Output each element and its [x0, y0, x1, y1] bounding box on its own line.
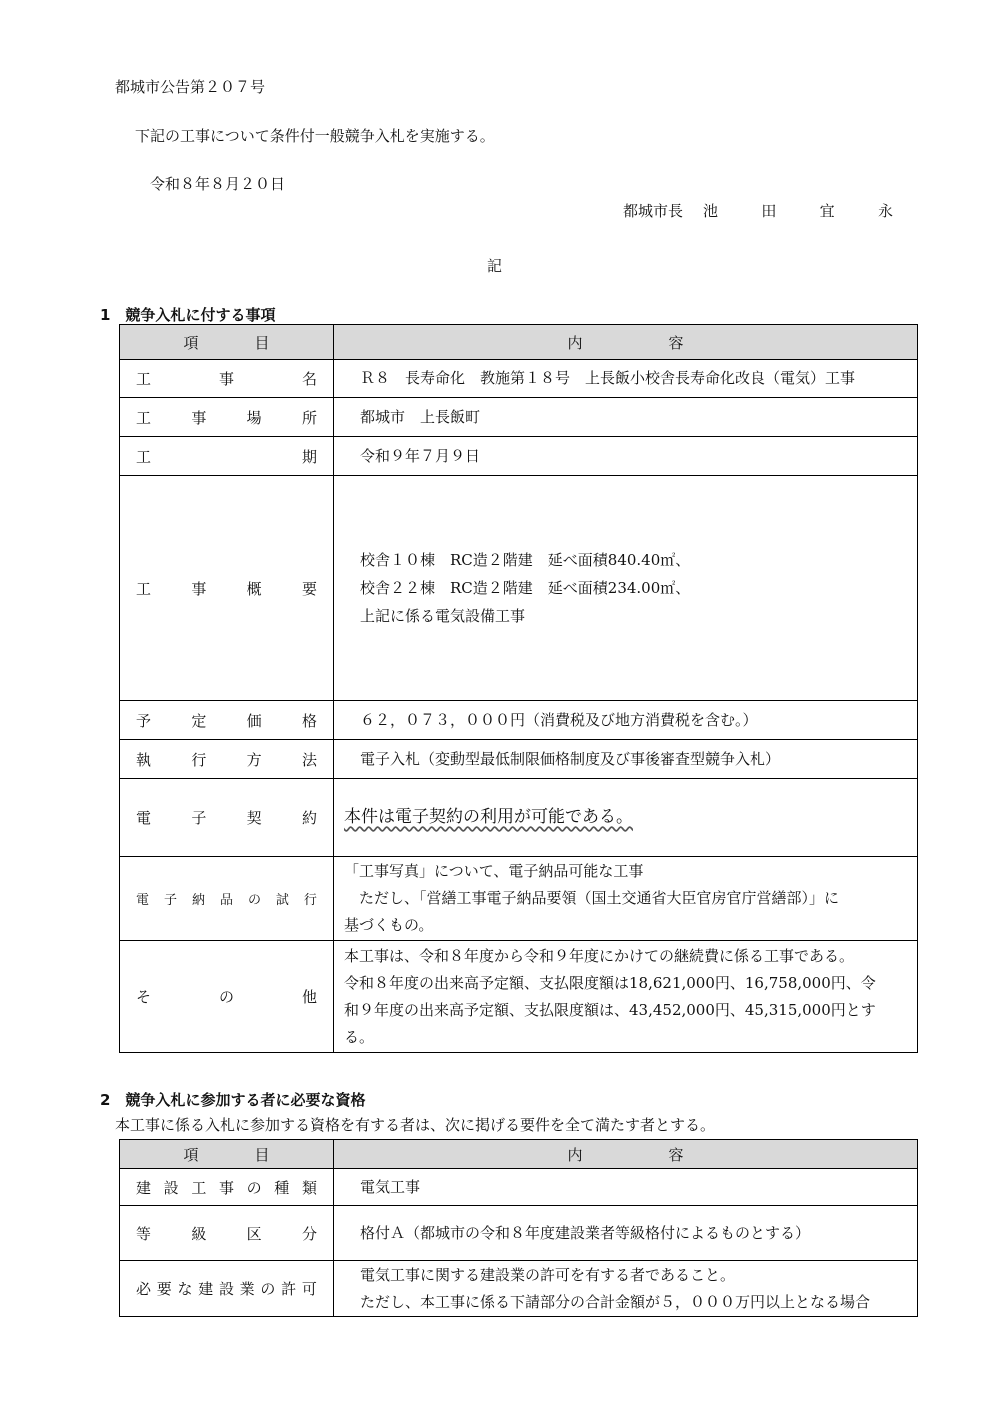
label-char: 執: [136, 750, 152, 769]
label-char: 級: [191, 1224, 207, 1243]
label-construction-type: [120, 1169, 334, 1206]
issuer-name-char: 宜: [819, 202, 835, 220]
label-char: 所: [301, 408, 317, 427]
value-electronic-delivery: [334, 857, 918, 941]
label-char: 概: [246, 579, 262, 598]
label-char: 事: [218, 370, 234, 388]
section2-header-content: [334, 1140, 918, 1169]
notice-number: 都城市公告第２０７号: [115, 78, 266, 96]
header-char: 目: [254, 1145, 270, 1164]
label-construction-place: [120, 398, 334, 437]
label-char: な: [177, 1280, 193, 1298]
label-char: 事: [191, 408, 207, 427]
label-char: の: [247, 893, 261, 908]
label-char: 契: [246, 809, 262, 827]
label-char: 格: [301, 711, 317, 730]
section1-table: [119, 324, 918, 1053]
label-char: 予: [136, 711, 152, 730]
value-grade-class: 格付Ａ（都城市の令和８年度建設業者等級格付によるものとする）: [334, 1206, 918, 1261]
label-char: 建: [198, 1280, 214, 1298]
issuer: [623, 200, 893, 221]
label-char: 行: [191, 750, 207, 769]
header-char: 内: [567, 1145, 583, 1164]
label-electronic-contract: [120, 779, 334, 857]
header-char: 容: [668, 333, 684, 352]
row-construction-outline: [120, 476, 918, 701]
license-line: ただし、本工事に係る下請部分の合計金額が５，０００万円以上となる場合: [360, 1292, 871, 1311]
notice-date: 令和８年８月２０日: [150, 175, 286, 193]
value-construction-type: 電気工事: [334, 1169, 918, 1206]
label-char: 類: [301, 1178, 317, 1197]
label-char: 許: [281, 1280, 297, 1298]
issuer-name-char: 田: [761, 202, 777, 220]
delivery-line: 「工事写真」について、電子納品可能な工事: [344, 862, 644, 880]
label-execution-method: [120, 740, 334, 779]
section1-heading: 1 競争入札に付する事項: [100, 306, 276, 324]
section2-header-row: [120, 1140, 918, 1169]
label-char: 行: [303, 893, 317, 908]
label-char: 納: [191, 893, 205, 908]
section2-heading: 2 競争入札に参加する者に必要な資格: [100, 1091, 366, 1109]
label-char: 要: [156, 1280, 172, 1298]
label-char: 子: [191, 809, 207, 827]
outline-line: 上記に係る電気設備工事: [360, 607, 526, 625]
label-char: 品: [219, 893, 233, 908]
issuer-name-char: 永: [878, 202, 894, 220]
value-electronic-contract: [334, 779, 918, 857]
label-char: そ: [136, 988, 152, 1006]
label-char: 試: [275, 893, 289, 908]
label-char: 期: [301, 447, 317, 466]
label-char: 必: [136, 1280, 152, 1298]
label-planned-price: [120, 701, 334, 740]
label-char: 工: [191, 1178, 207, 1197]
label-required-license: [120, 1261, 334, 1317]
label-char: 電: [136, 809, 152, 827]
electronic-contract-text: 本件は電子契約の利用が可能である。: [344, 807, 633, 827]
other-line: 令和８年度の出来高予定額、支払限度額は18,621,000円、16,758,000円、令: [344, 973, 876, 992]
other-line: 和９年度の出来高予定額、支払限度額は、43,452,000円、45,315,000円とす: [344, 1000, 876, 1019]
header-char: 項: [183, 333, 199, 352]
label-char: 業: [239, 1280, 255, 1298]
value-planned-price: ６２，０７３，０００円（消費税及び地方消費税を含む。）: [334, 701, 918, 740]
label-char: 設: [218, 1280, 234, 1298]
issuer-title: 都城市長: [623, 202, 684, 220]
label-char: 事: [191, 579, 207, 598]
header-char: 項: [183, 1145, 199, 1164]
label-char: 工: [136, 447, 152, 466]
label-char: 名: [301, 370, 317, 388]
license-line: 電気工事に関する建設業の許可を有する者であること。: [360, 1265, 736, 1284]
label-construction-name: [120, 360, 334, 398]
label-char: 事: [218, 1178, 234, 1197]
label-char: 分: [301, 1224, 317, 1243]
label-char: 価: [246, 711, 262, 730]
label-construction-period: [120, 437, 334, 476]
outline-line: 校舎１０棟 RC造２階建 延べ面積840.40㎡、: [360, 551, 691, 569]
delivery-line: ただし、「営繕工事電子納品要領（国土交通省大臣官房官庁営繕部）」に: [344, 889, 840, 907]
other-line: る。: [344, 1027, 375, 1046]
value-construction-outline: [334, 476, 918, 701]
row-construction-place: [120, 398, 918, 437]
label-char: 法: [301, 750, 317, 769]
label-char: 種: [274, 1178, 290, 1197]
section1-header-item: [120, 325, 334, 360]
other-line: 本工事は、令和８年度から令和９年度にかけての継続費に係る工事である。: [344, 946, 855, 965]
label-char: 工: [136, 408, 152, 427]
label-char: 建: [136, 1178, 152, 1197]
value-required-license: [334, 1261, 918, 1317]
label-char: 等: [136, 1224, 152, 1243]
issuer-name-char: 池: [703, 202, 719, 220]
value-construction-place: 都城市 上長飯町: [334, 398, 918, 437]
section1-header-content: [334, 325, 918, 360]
value-other: [334, 941, 918, 1053]
row-other: [120, 941, 918, 1053]
label-grade-class: [120, 1206, 334, 1261]
label-char: 工: [136, 579, 152, 598]
row-electronic-contract: [120, 779, 918, 857]
row-construction-name: [120, 360, 918, 398]
row-electronic-delivery: [120, 857, 918, 941]
row-execution-method: [120, 740, 918, 779]
value-execution-method: 電子入札（変動型最低制限価格制度及び事後審査型競争入札）: [334, 740, 918, 779]
row-construction-period: [120, 437, 918, 476]
section1-header-row: [120, 325, 918, 360]
section2-header-item: [120, 1140, 334, 1169]
delivery-line: 基づくもの。: [344, 916, 434, 934]
outline-line: 校舎２２棟 RC造２階建 延べ面積234.00㎡、: [360, 579, 691, 597]
label-char: 子: [163, 893, 177, 908]
label-char: の: [246, 1178, 262, 1197]
label-char: 設: [163, 1178, 179, 1197]
label-char: 可: [301, 1280, 317, 1298]
section2-intro: 本工事に係る入札に参加する資格を有する者は、次に掲げる要件を全て満たす者とする。: [115, 1116, 716, 1134]
ki-mark: 記: [487, 257, 503, 275]
header-char: 目: [254, 333, 270, 352]
row-planned-price: [120, 701, 918, 740]
row-required-license: [120, 1261, 918, 1317]
row-construction-type: [120, 1169, 918, 1206]
intro-text: 下記の工事について条件付一般競争入札を実施する。: [135, 127, 495, 145]
label-construction-outline: [120, 476, 334, 701]
label-char: 工: [136, 370, 152, 388]
row-grade-class: [120, 1206, 918, 1261]
label-char: 要: [301, 579, 317, 598]
label-char: 方: [246, 750, 262, 769]
label-electronic-delivery: [120, 857, 334, 941]
label-char: 電: [136, 893, 150, 908]
label-char: 区: [246, 1224, 262, 1243]
label-char: の: [218, 988, 234, 1006]
label-other: [120, 941, 334, 1053]
label-char: の: [260, 1280, 276, 1298]
section2-table: [119, 1139, 918, 1317]
label-char: 定: [191, 711, 207, 730]
value-construction-period: 令和９年７月９日: [334, 437, 918, 476]
header-char: 容: [668, 1145, 684, 1164]
label-char: 場: [246, 408, 262, 427]
header-char: 内: [567, 333, 583, 352]
issuer-name: [703, 200, 893, 221]
label-char: 約: [301, 809, 317, 827]
value-construction-name: Ｒ８ 長寿命化 教施第１８号 上長飯小校舎長寿命化改良（電気）工事: [334, 360, 918, 398]
label-char: 他: [301, 988, 317, 1006]
